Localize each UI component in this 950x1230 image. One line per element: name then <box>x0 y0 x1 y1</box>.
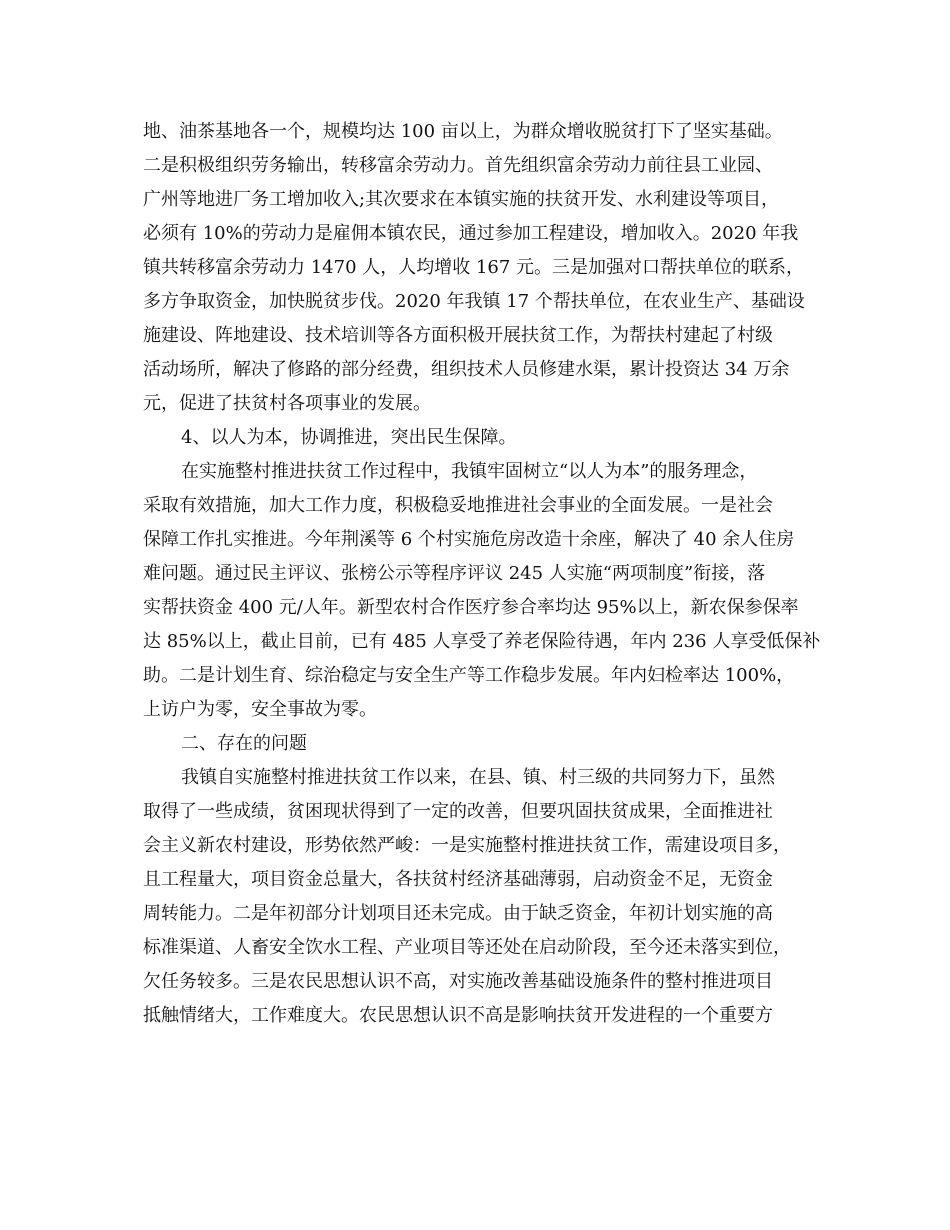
section-heading: 4、以人为本，协调推进，突出民生保障。 <box>181 427 517 448</box>
paragraph-start-line: 我镇自实施整村推进扶贫工作以来，在县、镇、村三级的共同努力下，虽然 <box>181 767 775 788</box>
text-line: 且工程量大，项目资金总量大，各扶贫村经济基础薄弱，启动资金不足，无资金 <box>143 869 773 890</box>
text-line: 助。二是计划生育、综治稳定与安全生产等工作稳步发展。年内妇检率达 100%， <box>143 665 795 686</box>
text-line: 活动场所，解决了修路的部分经费，组织技术人员修建水渠，累计投资达 34 万余 <box>143 359 790 380</box>
text-line: 实帮扶资金 400 元/人年。新型农村合作医疗参合率均达 95%以上，新农保参保率 <box>143 597 799 618</box>
text-line: 上访户为零，安全事故为零。 <box>143 699 377 720</box>
section-heading: 二、存在的问题 <box>181 733 307 754</box>
text-line: 元，促进了扶贫村各项事业的发展。 <box>143 393 431 414</box>
text-line: 必须有 10%的劳动力是雇佣本镇农民，通过参加工程建设，增加收入。2020 年我 <box>143 223 799 244</box>
text-line: 标准渠道、人畜安全饮水工程、产业项目等还处在启动阶段，至今还未落实到位， <box>143 937 791 958</box>
text-line: 难问题。通过民主评议、张榜公示等程序评议 245 人实施“两项制度”衔接，落 <box>143 563 766 584</box>
text-line: 周转能力。二是年初部分计划项目还未完成。由于缺乏资金，年初计划实施的高 <box>143 903 773 924</box>
text-line: 多方争取资金，加快脱贫步伐。2020 年我镇 17 个帮扶单位，在农业生产、基础设 <box>143 291 805 312</box>
text-line: 取得了一些成绩，贫困现状得到了一定的改善，但要巩固扶贫成果，全面推进社 <box>143 801 773 822</box>
text-line: 施建设、阵地建设、技术培训等各方面积极开展扶贫工作，为帮扶村建起了村级 <box>143 325 773 346</box>
text-line: 欠任务较多。三是农民思想认识不高，对实施改善基础设施条件的整村推进项目 <box>143 971 773 992</box>
text-line: 采取有效措施，加大工作力度，积极稳妥地推进社会事业的全面发展。一是社会 <box>143 495 773 516</box>
text-line: 广州等地进厂务工增加收入;其次要求在本镇实施的扶贫开发、水利建设等项目， <box>143 189 780 210</box>
text-line: 会主义新农村建设，形势依然严峻：一是实施整村推进扶贫工作，需建设项目多， <box>143 835 791 856</box>
text-line: 抵触情绪大，工作难度大。农民思想认识不高是影响扶贫开发进程的一个重要方 <box>143 1005 773 1026</box>
text-line: 达 85%以上，截止目前，已有 485 人享受了养老保险待遇，年内 236 人享受低保补 <box>143 631 821 652</box>
document-body <box>143 115 821 1033</box>
text-line: 镇共转移富余劳动力 1470 人，人均增收 167 元。三是加强对口帮扶单位的联系， <box>143 257 805 278</box>
text-line: 二是积极组织劳务输出，转移富余劳动力。首先组织富余劳动力前往县工业园、 <box>143 155 773 176</box>
text-line: 保障工作扎实推进。今年荆溪等 6 个村实施危房改造十余座，解决了 40 余人住房 <box>143 529 795 550</box>
text-line: 地、油茶基地各一个，规模均达 100 亩以上，为群众增收脱贫打下了坚实基础。 <box>143 121 783 142</box>
paragraph-start-line: 在实施整村推进扶贫工作过程中，我镇牢固树立“以人为本”的服务理念， <box>181 461 758 482</box>
